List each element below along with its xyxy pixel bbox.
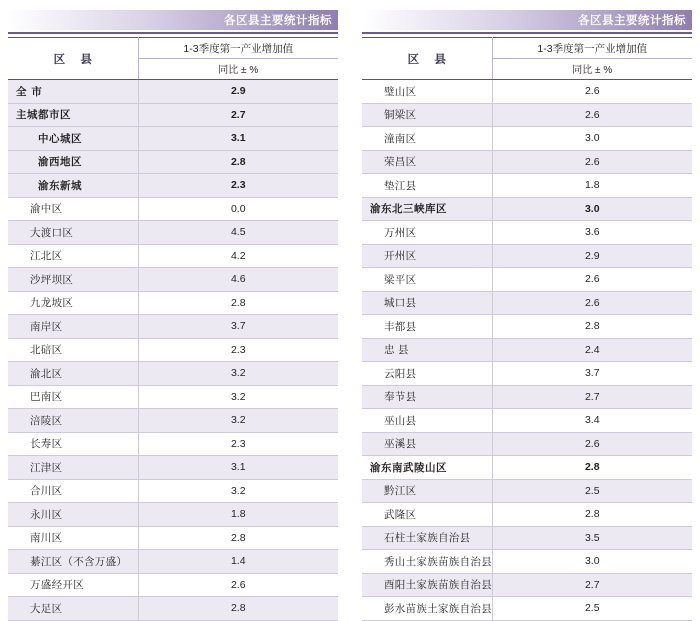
value-cell: 0.0 bbox=[138, 197, 338, 221]
region-name-cell: 江津区 bbox=[8, 456, 138, 480]
value-cell: 2.4 bbox=[492, 338, 692, 362]
value-cell: 3.2 bbox=[138, 409, 338, 433]
region-name-cell: 铜梁区 bbox=[362, 103, 492, 127]
region-name-cell: 武隆区 bbox=[362, 503, 492, 527]
region-name-cell: 开州区 bbox=[362, 244, 492, 268]
left-col-unit-header: 同比 ± % bbox=[138, 59, 338, 80]
value-cell: 2.9 bbox=[492, 244, 692, 268]
left-col-region-header: 区 县 bbox=[8, 38, 138, 80]
value-cell: 2.3 bbox=[138, 338, 338, 362]
table-row bbox=[8, 315, 338, 339]
table-row bbox=[8, 456, 338, 480]
region-name-cell: 荣昌区 bbox=[362, 150, 492, 174]
region-name-cell: 渝中区 bbox=[8, 197, 138, 221]
value-cell: 1.4 bbox=[138, 550, 338, 574]
region-name-cell: 石柱土家族自治县 bbox=[362, 526, 492, 550]
value-cell: 2.8 bbox=[138, 597, 338, 621]
region-name-cell: 万盛经开区 bbox=[8, 573, 138, 597]
region-name-cell: 渝东北三峡库区 bbox=[362, 197, 492, 221]
value-cell: 2.8 bbox=[492, 315, 692, 339]
region-name-cell: 黔江区 bbox=[362, 479, 492, 503]
region-name-cell: 万州区 bbox=[362, 221, 492, 245]
left-title-rule bbox=[8, 32, 338, 34]
table-row bbox=[362, 150, 692, 174]
region-name-cell: 城口县 bbox=[362, 291, 492, 315]
region-name-cell: 长寿区 bbox=[8, 432, 138, 456]
value-cell: 2.8 bbox=[138, 150, 338, 174]
value-cell: 2.8 bbox=[138, 526, 338, 550]
region-name-cell: 沙坪坝区 bbox=[8, 268, 138, 292]
left-table-panel bbox=[8, 10, 338, 615]
left-table-body bbox=[8, 80, 338, 621]
left-table-head bbox=[8, 38, 338, 80]
value-cell: 4.5 bbox=[138, 221, 338, 245]
region-name-cell: 巫山县 bbox=[362, 409, 492, 433]
region-name-cell: 涪陵区 bbox=[8, 409, 138, 433]
table-row bbox=[8, 244, 338, 268]
table-row bbox=[8, 550, 338, 574]
value-cell: 2.3 bbox=[138, 432, 338, 456]
table-row bbox=[362, 244, 692, 268]
table-row bbox=[362, 174, 692, 198]
value-cell: 2.7 bbox=[138, 103, 338, 127]
value-cell: 3.0 bbox=[492, 127, 692, 151]
left-title-bar bbox=[8, 10, 338, 30]
region-name-cell: 奉节县 bbox=[362, 385, 492, 409]
table-row bbox=[362, 291, 692, 315]
value-cell: 2.6 bbox=[138, 573, 338, 597]
region-name-cell: 云阳县 bbox=[362, 362, 492, 386]
region-name-cell: 梁平区 bbox=[362, 268, 492, 292]
table-row bbox=[8, 197, 338, 221]
right-col-region-header: 区 县 bbox=[362, 38, 492, 80]
region-name-cell: 丰都县 bbox=[362, 315, 492, 339]
value-cell: 2.7 bbox=[492, 385, 692, 409]
table-row bbox=[362, 432, 692, 456]
table-row bbox=[8, 291, 338, 315]
table-row bbox=[8, 80, 338, 104]
value-cell: 3.7 bbox=[138, 315, 338, 339]
table-row bbox=[8, 103, 338, 127]
table-row bbox=[362, 597, 692, 621]
region-name-cell: 璧山区 bbox=[362, 80, 492, 104]
region-name-cell: 中心城区 bbox=[8, 127, 138, 151]
region-name-cell: 大足区 bbox=[8, 597, 138, 621]
table-row bbox=[8, 432, 338, 456]
right-stat-table bbox=[362, 37, 692, 621]
value-cell: 3.6 bbox=[492, 221, 692, 245]
value-cell: 3.2 bbox=[138, 362, 338, 386]
region-name-cell: 巫溪县 bbox=[362, 432, 492, 456]
value-cell: 3.0 bbox=[492, 550, 692, 574]
region-name-cell: 永川区 bbox=[8, 503, 138, 527]
table-row bbox=[8, 362, 338, 386]
table-row bbox=[8, 174, 338, 198]
region-name-cell: 綦江区（不含万盛） bbox=[8, 550, 138, 574]
value-cell: 2.6 bbox=[492, 291, 692, 315]
region-name-cell: 垫江县 bbox=[362, 174, 492, 198]
table-row bbox=[362, 80, 692, 104]
table-row bbox=[362, 456, 692, 480]
region-name-cell: 忠 县 bbox=[362, 338, 492, 362]
value-cell: 3.7 bbox=[492, 362, 692, 386]
region-name-cell: 合川区 bbox=[8, 479, 138, 503]
region-name-cell: 渝东南武陵山区 bbox=[362, 456, 492, 480]
region-name-cell: 巴南区 bbox=[8, 385, 138, 409]
table-row bbox=[362, 338, 692, 362]
value-cell: 2.5 bbox=[492, 479, 692, 503]
region-name-cell: 渝东新城 bbox=[8, 174, 138, 198]
value-cell: 2.6 bbox=[492, 150, 692, 174]
value-cell: 3.5 bbox=[492, 526, 692, 550]
value-cell: 3.0 bbox=[492, 197, 692, 221]
region-name-cell: 潼南区 bbox=[362, 127, 492, 151]
value-cell: 3.1 bbox=[138, 456, 338, 480]
table-row bbox=[8, 526, 338, 550]
value-cell: 2.6 bbox=[492, 432, 692, 456]
value-cell: 3.2 bbox=[138, 479, 338, 503]
region-name-cell: 渝北区 bbox=[8, 362, 138, 386]
table-row bbox=[8, 338, 338, 362]
value-cell: 3.1 bbox=[138, 127, 338, 151]
table-row bbox=[362, 103, 692, 127]
region-name-cell: 全 市 bbox=[8, 80, 138, 104]
value-cell: 2.6 bbox=[492, 103, 692, 127]
right-table-body bbox=[362, 80, 692, 621]
right-col-unit-header: 同比 ± % bbox=[492, 59, 692, 80]
region-name-cell: 主城都市区 bbox=[8, 103, 138, 127]
table-row bbox=[8, 409, 338, 433]
region-name-cell: 江北区 bbox=[8, 244, 138, 268]
right-col-metric-header: 1-3季度第一产业增加值 bbox=[492, 38, 692, 59]
value-cell: 4.6 bbox=[138, 268, 338, 292]
region-name-cell: 九龙坡区 bbox=[8, 291, 138, 315]
table-row bbox=[362, 197, 692, 221]
table-row bbox=[8, 221, 338, 245]
table-row bbox=[362, 573, 692, 597]
region-name-cell: 南川区 bbox=[8, 526, 138, 550]
value-cell: 1.8 bbox=[492, 174, 692, 198]
left-stat-table bbox=[8, 37, 338, 621]
region-name-cell: 彭水苗族土家族自治县 bbox=[362, 597, 492, 621]
region-name-cell: 渝西地区 bbox=[8, 150, 138, 174]
value-cell: 2.6 bbox=[492, 80, 692, 104]
region-name-cell: 酉阳土家族苗族自治县 bbox=[362, 573, 492, 597]
table-row bbox=[362, 385, 692, 409]
left-col-metric-header: 1-3季度第一产业增加值 bbox=[138, 38, 338, 59]
table-row bbox=[8, 479, 338, 503]
table-row bbox=[362, 503, 692, 527]
table-row bbox=[8, 127, 338, 151]
table-row bbox=[362, 127, 692, 151]
table-row bbox=[362, 315, 692, 339]
table-row bbox=[8, 385, 338, 409]
table-row bbox=[362, 550, 692, 574]
table-row bbox=[8, 573, 338, 597]
right-table-panel bbox=[362, 10, 692, 615]
value-cell: 3.4 bbox=[492, 409, 692, 433]
region-name-cell: 南岸区 bbox=[8, 315, 138, 339]
value-cell: 2.5 bbox=[492, 597, 692, 621]
value-cell: 3.2 bbox=[138, 385, 338, 409]
table-row bbox=[362, 362, 692, 386]
region-name-cell: 大渡口区 bbox=[8, 221, 138, 245]
table-row bbox=[8, 597, 338, 621]
table-row bbox=[362, 221, 692, 245]
right-title-rule bbox=[362, 32, 692, 34]
value-cell: 4.2 bbox=[138, 244, 338, 268]
value-cell: 2.3 bbox=[138, 174, 338, 198]
value-cell: 1.8 bbox=[138, 503, 338, 527]
right-page-title: 各区县主要统计指标 bbox=[578, 15, 686, 27]
value-cell: 2.7 bbox=[492, 573, 692, 597]
value-cell: 2.8 bbox=[138, 291, 338, 315]
table-row bbox=[8, 150, 338, 174]
value-cell: 2.9 bbox=[138, 80, 338, 104]
right-title-bar bbox=[362, 10, 692, 30]
table-row bbox=[362, 526, 692, 550]
table-row bbox=[362, 409, 692, 433]
table-row bbox=[8, 503, 338, 527]
left-page-title: 各区县主要统计指标 bbox=[224, 15, 332, 27]
value-cell: 2.8 bbox=[492, 503, 692, 527]
table-row bbox=[362, 268, 692, 292]
region-name-cell: 秀山土家族苗族自治县 bbox=[362, 550, 492, 574]
right-table-head bbox=[362, 38, 692, 80]
region-name-cell: 北碚区 bbox=[8, 338, 138, 362]
table-row bbox=[8, 268, 338, 292]
table-row bbox=[362, 479, 692, 503]
value-cell: 2.8 bbox=[492, 456, 692, 480]
value-cell: 2.6 bbox=[492, 268, 692, 292]
